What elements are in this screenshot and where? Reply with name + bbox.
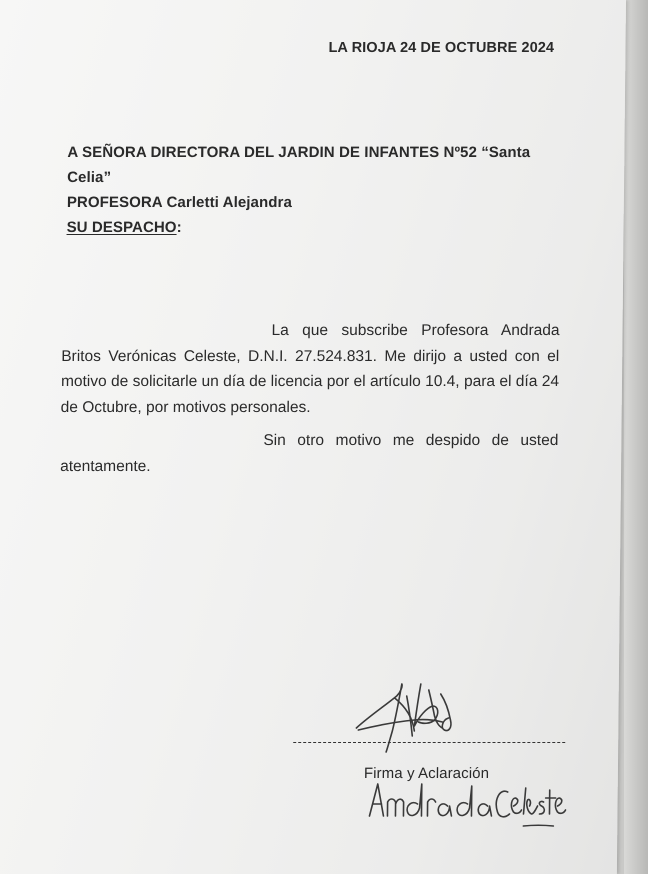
despacho-heading bbox=[67, 219, 182, 236]
despacho-colon: : bbox=[176, 219, 182, 236]
background-surface bbox=[624, 0, 648, 874]
signature-label: Firma y Aclaración bbox=[363, 765, 490, 782]
letter-date: LA RIOJA 24 DE OCTUBRE 2024 bbox=[328, 40, 555, 56]
body-paragraph: La que subscribe Profesora Andrada Britos Verónicas Celeste, D.N.I. 27.524.831. Me dirijo a usted con el motivo de solicitarle un día de licencia por el artículo 10.4, para el día 24 de Octubre, por motivos personales. bbox=[60, 322, 560, 416]
recipient-line-3: PROFESORA Carletti Alejandra bbox=[66, 194, 293, 211]
recipient-line-2: Celia” bbox=[67, 169, 112, 186]
closing-paragraph: Sin otro motivo me despido de usted atentamente. bbox=[60, 432, 559, 475]
despacho-text: SU DESPACHO bbox=[66, 219, 177, 236]
body-paragraph-block bbox=[61, 318, 560, 420]
handwritten-signature bbox=[343, 676, 585, 836]
recipient-line-1: A SEÑORA DIRECTORA DEL JARDIN DE INFANTES Nº52 “Santa bbox=[67, 144, 531, 161]
closing-paragraph-block bbox=[60, 428, 559, 479]
